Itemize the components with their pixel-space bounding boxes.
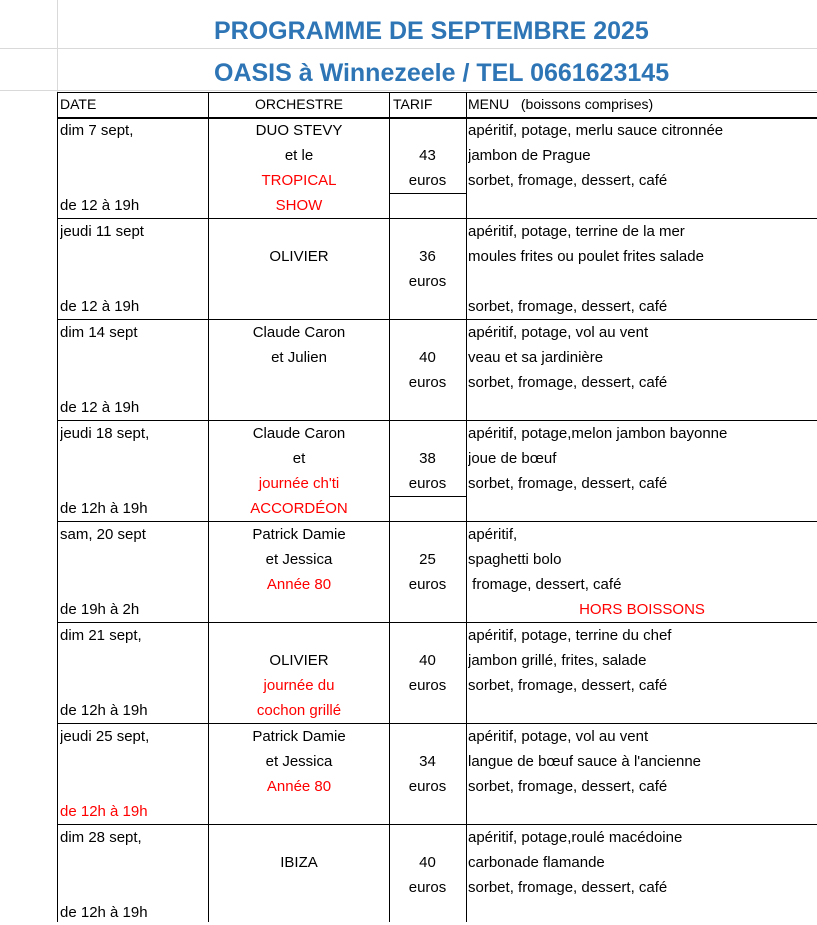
event-menu-line: sorbet, fromage, dessert, café [468,475,668,492]
event-orchestre-line: Année 80 [266,576,332,593]
header-date: DATE [60,96,97,112]
event-hours: de 12 à 19h [60,197,140,214]
event-date: jeudi 18 sept, [60,425,150,442]
event-menu-line: apéritif, potage,melon jambon bayonne [468,425,728,442]
event-orchestre-line: IBIZA [280,854,318,871]
event-orchestre-line: ACCORDÉON [250,500,348,517]
header-orchestre: ORCHESTRE [255,96,343,112]
page-title: PROGRAMME DE SEPTEMBRE 2025 [214,17,649,45]
sheet-gridline [0,48,817,49]
event-orchestre-line: Claude Caron [252,425,346,442]
event-menu-line: sorbet, fromage, dessert, café [468,298,668,315]
event-tarif-unit: euros [408,778,447,795]
table-border [389,193,466,194]
event-date: jeudi 11 sept [60,223,144,240]
event-menu-line: apéritif, potage, merlu sauce citronnée [468,122,724,139]
event-date: dim 21 sept, [60,627,142,644]
event-date: jeudi 25 sept, [60,728,150,745]
event-menu-line: apéritif, potage,roulé macédoine [468,829,683,846]
event-date: dim 7 sept, [60,122,134,139]
event-orchestre-line: Patrick Damie [252,728,346,745]
event-tarif-unit: euros [408,374,447,391]
event-tarif: 38 [419,450,436,467]
event-menu-line: sorbet, fromage, dessert, café [468,374,668,391]
event-tarif-unit: euros [408,879,447,896]
event-menu-line: moules frites ou poulet frites salade [468,248,704,265]
event-menu-line: sorbet, fromage, dessert, café [468,778,668,795]
event-orchestre-line: Claude Caron [252,324,346,341]
event-hours: de 12h à 19h [60,702,148,719]
event-tarif: 40 [419,652,436,669]
event-menu-note: HORS BOISSONS [579,601,705,618]
event-tarif: 43 [419,147,436,164]
event-hours: de 12 à 19h [60,298,140,315]
event-hours: de 19h à 2h [60,601,140,618]
event-tarif-unit: euros [408,475,447,492]
table-border [389,496,466,497]
page-subtitle: OASIS à Winnezeele / TEL 0661623145 [214,59,670,87]
event-orchestre-line: OLIVIER [269,248,329,265]
event-orchestre-line: OLIVIER [269,652,329,669]
event-orchestre-line: Patrick Damie [252,526,346,543]
event-tarif-unit: euros [408,677,447,694]
event-menu-line: apéritif, potage, vol au vent [468,324,649,341]
header-tarif: TARIF [393,96,433,112]
event-tarif-unit: euros [408,273,447,290]
event-orchestre-line: et [292,450,306,467]
event-menu-line: joue de bœuf [468,450,557,467]
event-orchestre-line: journée ch'ti [258,475,340,492]
event-menu-line: sorbet, fromage, dessert, café [468,172,668,189]
event-hours: de 12 à 19h [60,399,140,416]
event-tarif: 25 [419,551,436,568]
event-orchestre-line: DUO STEVY [255,122,343,139]
event-hours: de 12h à 19h [60,904,148,921]
event-menu-line: apéritif, potage, terrine de la mer [468,223,685,240]
event-orchestre-line: et Jessica [265,551,333,568]
event-menu-line: apéritif, [468,526,518,543]
header-menu: MENU (boissons comprises) [468,96,654,112]
event-tarif: 36 [419,248,436,265]
event-tarif-unit: euros [408,172,447,189]
event-hours: de 12h à 19h [60,803,148,820]
event-menu-line: veau et sa jardinière [468,349,604,366]
event-menu-line: jambon grillé, frites, salade [468,652,647,669]
event-date: sam, 20 sept [60,526,146,543]
event-orchestre-line: et le [284,147,314,164]
event-orchestre-line: TROPICAL [261,172,337,189]
event-tarif: 40 [419,854,436,871]
event-tarif-unit: euros [408,576,447,593]
event-menu-line: langue de bœuf sauce à l'ancienne [468,753,702,770]
event-tarif: 40 [419,349,436,366]
event-menu-line: carbonade flamande [468,854,605,871]
event-orchestre-line: SHOW [275,197,323,214]
event-menu-line: apéritif, potage, terrine du chef [468,627,672,644]
event-menu-line: jambon de Prague [468,147,591,164]
table-border [208,92,209,922]
event-orchestre-line: et Jessica [265,753,333,770]
table-border [466,92,467,922]
event-tarif: 34 [419,753,436,770]
event-date: dim 14 sept [60,324,138,341]
event-menu-line: spaghetti bolo [468,551,562,568]
event-orchestre-line: journée du [263,677,335,694]
sheet-gridline [0,90,817,91]
event-orchestre-line: Année 80 [266,778,332,795]
event-menu-line: apéritif, potage, vol au vent [468,728,649,745]
event-orchestre-line: et Julien [271,349,327,366]
table-border [57,92,58,922]
event-orchestre-line: cochon grillé [256,702,342,719]
event-menu-line: sorbet, fromage, dessert, café [468,879,668,896]
event-date: dim 28 sept, [60,829,142,846]
event-menu-line: fromage, dessert, café [468,576,622,593]
event-menu-line: sorbet, fromage, dessert, café [468,677,668,694]
event-hours: de 12h à 19h [60,500,148,517]
